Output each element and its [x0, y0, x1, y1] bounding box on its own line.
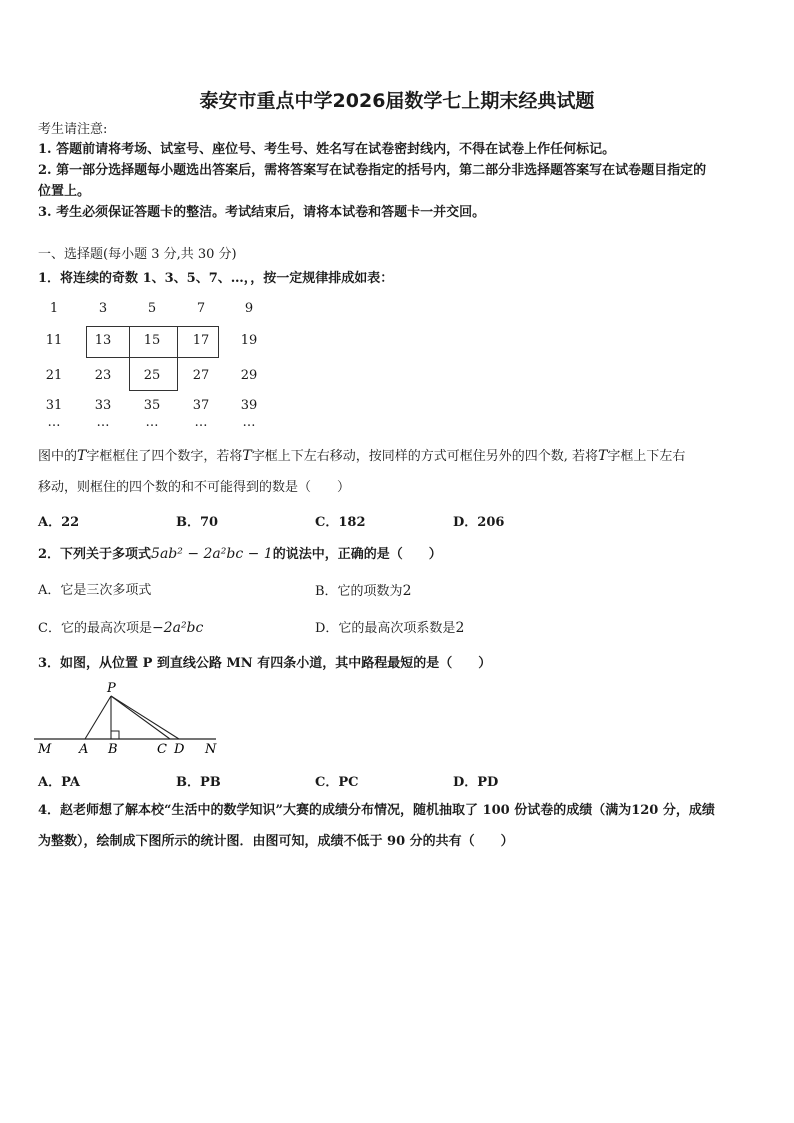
q1-option-a: A．22 [38, 515, 80, 530]
q3-option-b: B．PB [176, 775, 221, 790]
grid-cell: 21 [45, 368, 63, 383]
grid-cell: 35 [143, 398, 161, 413]
grid-cell: … [47, 415, 61, 430]
q4-line2: 为整数），绘制成下图所示的统计图．由图可知，成绩不低于 90 分的共有（ ） [38, 834, 514, 849]
notice-item-3: 3. 考生必须保证答题卡的整洁。考试结束后，请将本试卷和答题卡一并交回。 [38, 205, 486, 220]
grid-cell: 33 [94, 398, 112, 413]
grid-cell: … [145, 415, 159, 430]
label-p: P [107, 681, 116, 696]
grid-cell: 1 [49, 301, 59, 316]
label-c: C [157, 742, 167, 757]
notice-item-2-cont: 位置上。 [38, 184, 91, 199]
q3-option-a: A．PA [38, 775, 81, 790]
q2-option-c: C．它的最高次项是−2a²bc [38, 620, 204, 636]
grid-cell: 17 [192, 333, 210, 348]
q1-option-d: D．206 [453, 515, 505, 530]
notice-item-2: 2. 第一部分选择题每小题选出答案后，需将答案写在试卷指定的括号内，第二部分非选择题答案写在试卷题目指定的 [38, 163, 707, 178]
grid-cell: 29 [240, 368, 258, 383]
grid-cell: … [242, 415, 256, 430]
section-heading: 一、选择题(每小题 3 分,共 30 分) [38, 247, 237, 262]
q2-option-a: A．它是三次多项式 [38, 583, 152, 598]
q2-option-b: B．它的项数为2 [315, 583, 412, 599]
path-pc [111, 696, 170, 739]
grid-cell: 3 [98, 301, 108, 316]
label-b: B [108, 742, 118, 757]
label-n: N [205, 742, 217, 757]
t-frame-box [129, 357, 178, 391]
q1-stem: 1．将连续的奇数 1、3、5、7、…，，按一定规律排成如表： [38, 271, 394, 286]
label-d: D [174, 742, 185, 757]
grid-cell: … [194, 415, 208, 430]
q3-geometry-figure [30, 678, 230, 760]
path-pd [111, 696, 179, 739]
q3-option-c: C．PC [315, 775, 359, 790]
notice-heading: 考生请注意: [38, 122, 108, 137]
grid-cell: 39 [240, 398, 258, 413]
q3-option-d: D．PD [453, 775, 499, 790]
t-frame-box [177, 326, 219, 358]
grid-cell: 9 [244, 301, 254, 316]
grid-cell: 37 [192, 398, 210, 413]
grid-cell: 5 [147, 301, 157, 316]
q1-option-b: B．70 [176, 515, 219, 530]
path-pa [85, 696, 111, 739]
grid-cell: 15 [143, 333, 161, 348]
grid-cell: 25 [143, 368, 161, 383]
q1-option-c: C．182 [315, 515, 366, 530]
grid-cell: 13 [94, 333, 112, 348]
q1-text-line2: 移动，则框住的四个数的和不可能得到的数是（ ） [38, 480, 351, 495]
q3-stem: 3．如图，从位置 P 到直线公路 MN 有四条小道，其中路程最短的是（ ） [38, 656, 492, 671]
grid-cell: 11 [45, 333, 63, 348]
notice-item-1: 1. 答题前请将考场、试室号、座位号、考生号、姓名写在试卷密封线内，不得在试卷上作任何标记。 [38, 142, 616, 157]
grid-cell: 19 [240, 333, 258, 348]
grid-cell: 27 [192, 368, 210, 383]
grid-cell: … [96, 415, 110, 430]
label-m: M [38, 742, 52, 757]
q1-text-line1: 图中的T字框框住了四个数字，若将T字框上下左右移动，按同样的方式可框住另外的四个数, 若将T字框上下左右 [38, 448, 686, 464]
q4-line1: 4．赵老师想了解本校“生活中的数学知识”大赛的成绩分布情况，随机抽取了 100 份试卷的成绩（满为120 分，成绩 [38, 803, 715, 818]
t-frame-box [86, 326, 130, 358]
label-a: A [79, 742, 89, 757]
right-angle-mark [111, 731, 119, 739]
q2-stem: 2．下列关于多项式5ab² − 2a²bc − 1的说法中，正确的是（ ） [38, 546, 442, 562]
grid-cell: 7 [196, 301, 206, 316]
grid-cell: 23 [94, 368, 112, 383]
q2-option-d: D．它的最高次项系数是2 [315, 620, 465, 636]
grid-cell: 31 [45, 398, 63, 413]
t-frame-box [129, 326, 178, 358]
page-title: 泰安市重点中学2026届数学七上期末经典试题 [199, 90, 595, 112]
